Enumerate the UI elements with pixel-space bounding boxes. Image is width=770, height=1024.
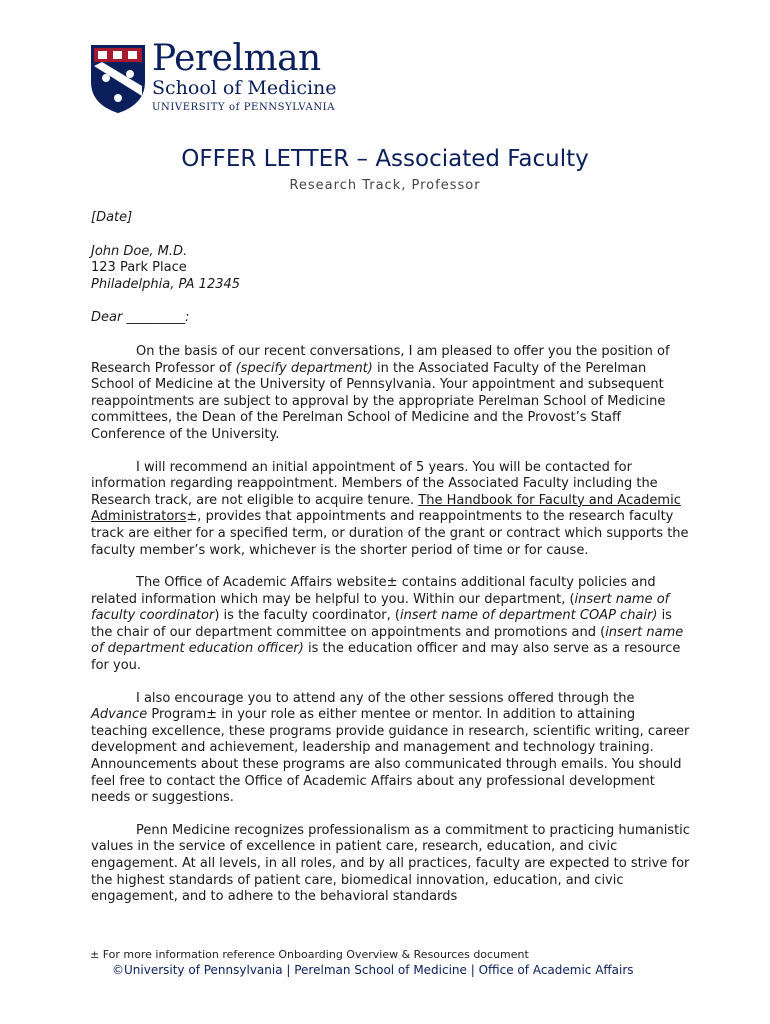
- paragraph-5: Penn Medicine recognizes professionalism as a commitment to practicing humanistic values in the service of excellence in patient care, research, education, and civic engagement. At all levels, in all roles, and by all practices, faculty are expected to strive for the highest standards of patient care, biomedical innovation, education, and civic engagement, and to adhere to the behavioral standards: [91, 822, 690, 905]
- placeholder-coordinator: insert name of faculty coordinator: [91, 591, 670, 624]
- logo-name: Perelman: [152, 38, 321, 79]
- letter-body: [91, 210, 691, 906]
- logo-university: UNIVERSITY of PENNSYLVANIA: [152, 102, 336, 113]
- paragraph-3: The Office of Academic Affairs website± contains additional faculty policies and related information which may be helpful to you. Within our department, (insert name of faculty coordinator) is the faculty coordinator, (insert name of department COAP chair) is the chair of our department committee on appointments and promotions and (insert name of department education officer) is the education officer and may also serve as a resource for you.: [91, 575, 684, 674]
- placeholder-education-officer: insert name of department education officer): [91, 624, 684, 657]
- recipient-name: John Doe, M.D.: [91, 243, 188, 259]
- advance-program-name: Advance: [91, 707, 148, 723]
- placeholder-coap-chair: insert name of department COAP chair): [399, 608, 658, 624]
- salutation: Dear _________:: [91, 310, 190, 326]
- handbook-link[interactable]: The Handbook for Faculty and Academic Administrators: [91, 492, 681, 525]
- page-subtitle: Research Track, Professor: [289, 178, 481, 193]
- page-title: OFFER LETTER – Associated Faculty: [181, 146, 589, 172]
- recipient-street: 123 Park Place: [91, 260, 187, 276]
- school-logo: [90, 38, 350, 118]
- page-footer: ©University of Pennsylvania | Perelman School of Medicine | Office of Academic Affairs: [112, 963, 634, 977]
- recipient-city: Philadelphia, PA 12345: [91, 276, 241, 292]
- penn-shield-icon: [90, 44, 146, 114]
- logo-school: School of Medicine: [152, 77, 337, 99]
- letter-date: [Date]: [91, 210, 133, 225]
- recipient-address: [91, 244, 691, 294]
- paragraph-2: I will recommend an initial appointment of 5 years. You will be contacted for information regarding reappointment. Members of the Associated Faculty including the Research track, are not eligible to acquire tenure. The Handbook for Faculty and Academic Administrators±, provides that appointments and reappointments to the research faculty track are either for a specified term, or duration of the grant or contract which supports the faculty member’s work, whichever is the shorter period of time or for cause.: [91, 459, 689, 558]
- paragraph-4: I also encourage you to attend any of the other sessions offered through the Advance Program± in your role as either mentee or mentor. In addition to attaining teaching excellence, these programs provide guidance in research, scientific writing, career development and achievement, leadership and management and technology training. Announcements about these programs are also communicated through emails. You should feel free to contact the Office of Academic Affairs about any professional development needs or suggestions.: [91, 690, 690, 806]
- footnote: ± For more information reference Onboarding Overview & Resources document: [90, 948, 529, 961]
- placeholder-department: (specify department): [235, 360, 373, 376]
- paragraph-1: On the basis of our recent conversations, I am pleased to offer you the position of Research Professor of (specify department) in the Associated Faculty of the Perelman School of Medicine at the University of Pennsylvania. Your appointment and subsequent reappointments are subject to approval by the appropriate Perelman School of Medicine committees, the Dean of the Perelman School of Medicine and the Provost’s Staff Conference of the University.: [91, 343, 670, 442]
